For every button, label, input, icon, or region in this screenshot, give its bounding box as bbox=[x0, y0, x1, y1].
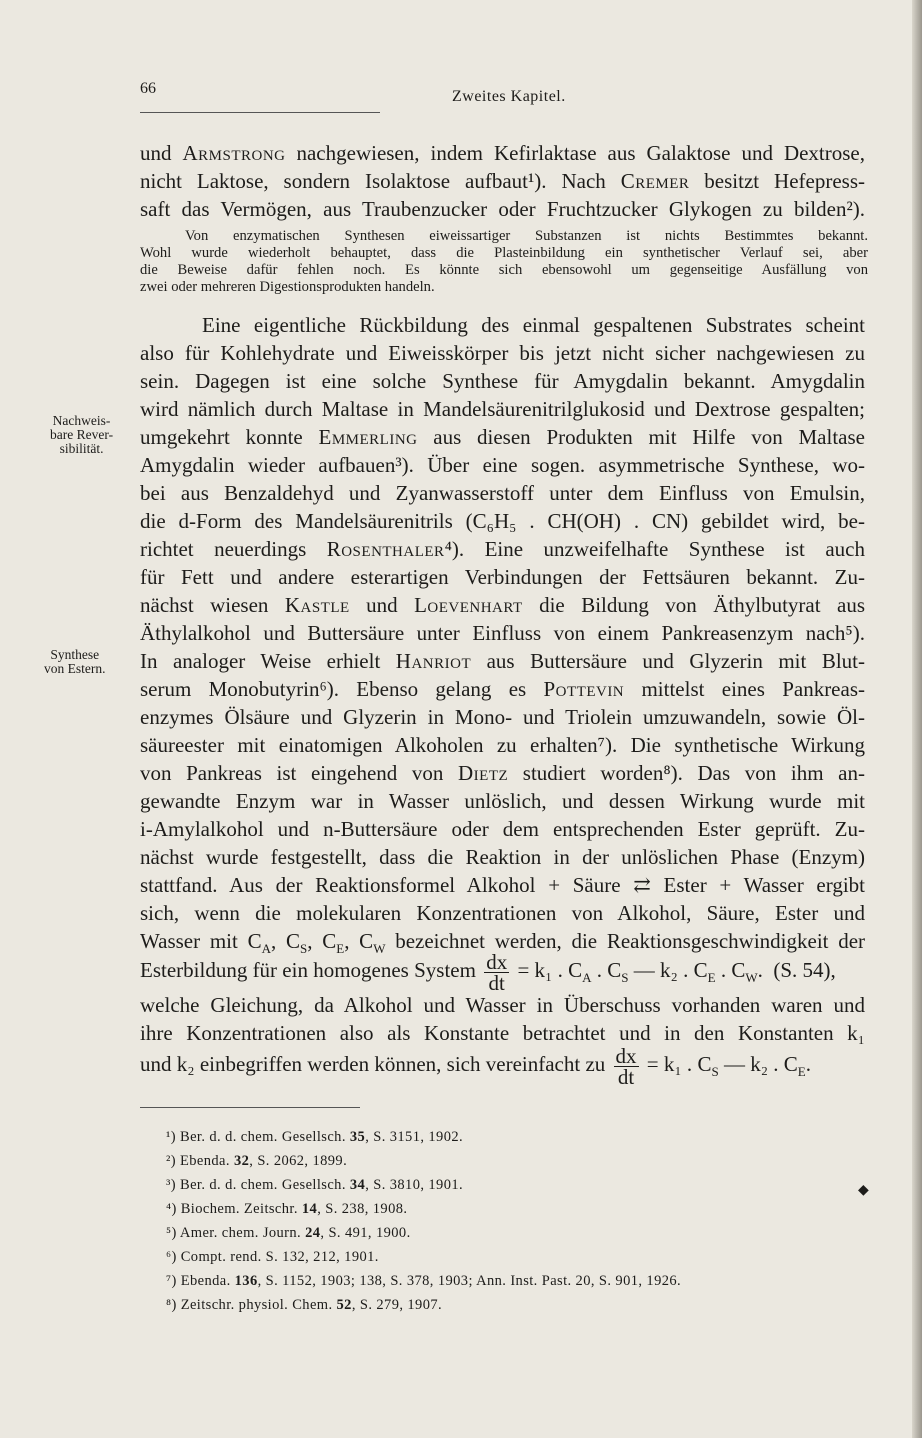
footnote: ⁶) Compt. rend. S. 132, 212, 1901. bbox=[166, 1249, 379, 1265]
footnote: ⁸) Zeitschr. physiol. Chem. 52, S. 279, 1907. bbox=[166, 1297, 443, 1313]
text-line: serum Monobutyrin⁶). Ebenso gelang es Pottevin mittelst eines Pankreas- bbox=[140, 677, 865, 701]
small-print-line: die Beweise dafür fehlen noch. Es könnte sich ebensowohl um gegenseitige Ausfällung von bbox=[140, 262, 868, 278]
text-line: nicht Laktose, sondern Isolaktose aufbaut¹). Nach Cremer besitzt Hefepress- bbox=[140, 169, 865, 193]
text-line: gewandte Enzym war in Wasser unlöslich, und dessen Wirkung wurde mit bbox=[140, 789, 865, 813]
text-line: i-Amylalkohol und n-Buttersäure oder dem entsprechenden Ester geprüft. Zu- bbox=[140, 817, 865, 841]
equation-line: und k₂ einbegriffen werden können, sich vereinfacht zu $\frac{dx}{dt}$ = k₁ . $C_S$ — k₂ . $C_E$. bbox=[140, 1043, 811, 1089]
text-line: saft das Vermögen, aus Traubenzucker oder Fruchtzucker Glykogen zu bilden²). bbox=[140, 197, 865, 221]
header-rule bbox=[140, 112, 380, 113]
text-line: Wasser mit $C_A$, $C_S$, $C_E$, $C_W$ bezeichnet werden, die Reaktionsgeschwindigkeit der bbox=[140, 929, 866, 957]
text-line: umgekehrt konnte Emmerling aus diesen Produkten mit Hilfe von Maltase bbox=[140, 425, 865, 449]
text-line: sein. Dagegen ist eine solche Synthese für Amygdalin bekannt. Amygdalin bbox=[140, 369, 865, 393]
fraction-dx-dt: $\frac{dx}{dt}$ bbox=[615, 1043, 637, 1089]
text-line: sich, wenn die molekularen Konzentrationen von Alkohol, Säure, Ester und bbox=[140, 901, 865, 925]
page-edge bbox=[912, 0, 922, 1438]
footnote: ¹) Ber. d. d. chem. Gesellsch. 35, S. 3151, 1902. bbox=[166, 1129, 464, 1145]
text-line: also für Kohlehydrate und Eiweisskörper bis jetzt nicht sicher nachgewiesen zu bbox=[140, 341, 865, 365]
text-line: nächst wurde festgestellt, dass die Reaktion in der unlöslichen Phase (Enzym) bbox=[140, 845, 865, 869]
ink-mark-icon: ◆ bbox=[858, 1183, 869, 1198]
text-line: von Pankreas ist eingehend von Dietz studiert worden⁸). Das von ihm an- bbox=[140, 761, 865, 785]
small-print-line: Von enzymatischen Synthesen eiweissartiger Substanzen ist nichts Bestimmtes bekannt. bbox=[185, 228, 868, 244]
footnote: ⁵) Amer. chem. Journ. 24, S. 491, 1900. bbox=[166, 1225, 411, 1241]
text-line: säureester mit einatomigen Alkoholen zu erhalten⁷). Die synthetische Wirkung bbox=[140, 733, 865, 757]
footnote: ⁷) Ebenda. 136, S. 1152, 1903; 138, S. 378, 1903; Ann. Inst. Past. 20, S. 901, 1926. bbox=[166, 1273, 682, 1289]
equation-line: Esterbildung für ein homogenes System $\frac{dx}{dt}$ = k₁ . $C_A$ . $C_S$ — k₂ . $C_E$ . $C_W$. (S. 54), bbox=[140, 949, 836, 995]
small-print-line: Wohl wurde wiederholt behauptet, dass die Plasteinbildung ein synthetischer Verlauf sei, aber bbox=[140, 245, 868, 261]
text-line: enzymes Ölsäure und Glyzerin in Mono- und Triolein umzuwandeln, sowie Öl- bbox=[140, 705, 865, 729]
footnote: ²) Ebenda. 32, S. 2062, 1899. bbox=[166, 1153, 348, 1169]
margin-note-ester-synthesis: Synthese von Estern. bbox=[44, 647, 106, 676]
text-line: ihre Konzentrationen also als Konstante betrachtet und in den Konstanten k₁ bbox=[140, 1021, 865, 1045]
text-line: für Fett und andere esterartigen Verbindungen der Fettsäuren bekannt. Zu- bbox=[140, 565, 865, 589]
text-line: wird nämlich durch Maltase in Mandelsäurenitrilglukosid und Dextrose gespalten; bbox=[140, 397, 865, 421]
text-line: richtet neuerdings Rosenthaler⁴). Eine unzweifelhafte Synthese ist auch bbox=[140, 537, 866, 561]
margin-note-reversibility: Nachweis- bare Rever- sibilität. bbox=[50, 413, 114, 456]
text-line: Eine eigentliche Rückbildung des einmal gespaltenen Substrates scheint bbox=[202, 313, 865, 337]
text-line: stattfand. Aus der Reaktionsformel Alkohol + Säure ⇄ Ester + Wasser ergibt bbox=[140, 873, 865, 897]
text-line: nächst wiesen Kastle und Loevenhart die Bildung von Äthylbutyrat aus bbox=[140, 593, 865, 617]
text-line: In analoger Weise erhielt Hanriot aus Buttersäure und Glyzerin mit Blut- bbox=[140, 649, 865, 673]
fraction-dx-dt: $\frac{dx}{dt}$ bbox=[486, 949, 508, 995]
text-line: Äthylalkohol und Buttersäure unter Einfluss von einem Pankreasenzym nach⁵). bbox=[140, 621, 865, 645]
footnote-separator bbox=[140, 1107, 360, 1108]
text-line: welche Gleichung, da Alkohol und Wasser in Überschuss vorhanden waren und bbox=[140, 993, 865, 1017]
text-line: und Armstrong nachgewiesen, indem Kefirlaktase aus Galaktose und Dextrose, bbox=[140, 141, 865, 165]
text-line: die d-Form des Mandelsäurenitrils (C₆H₅ . CH(OH) . CN) gebildet wird, be- bbox=[140, 509, 865, 533]
running-head: Zweites Kapitel. bbox=[452, 88, 566, 105]
text-line: Amygdalin wieder aufbauen³). Über eine sogen. asymmetrische Synthese, wo- bbox=[140, 453, 865, 477]
footnote: ⁴) Biochem. Zeitschr. 14, S. 238, 1908. bbox=[166, 1201, 408, 1217]
page-number: 66 bbox=[140, 80, 156, 97]
small-print-line: zwei oder mehreren Digestionsprodukten handeln. bbox=[140, 279, 435, 295]
footnote: ³) Ber. d. d. chem. Gesellsch. 34, S. 3810, 1901. bbox=[166, 1177, 464, 1193]
text-line: bei aus Benzaldehyd und Zyanwasserstoff unter dem Einfluss von Emulsin, bbox=[140, 481, 865, 505]
